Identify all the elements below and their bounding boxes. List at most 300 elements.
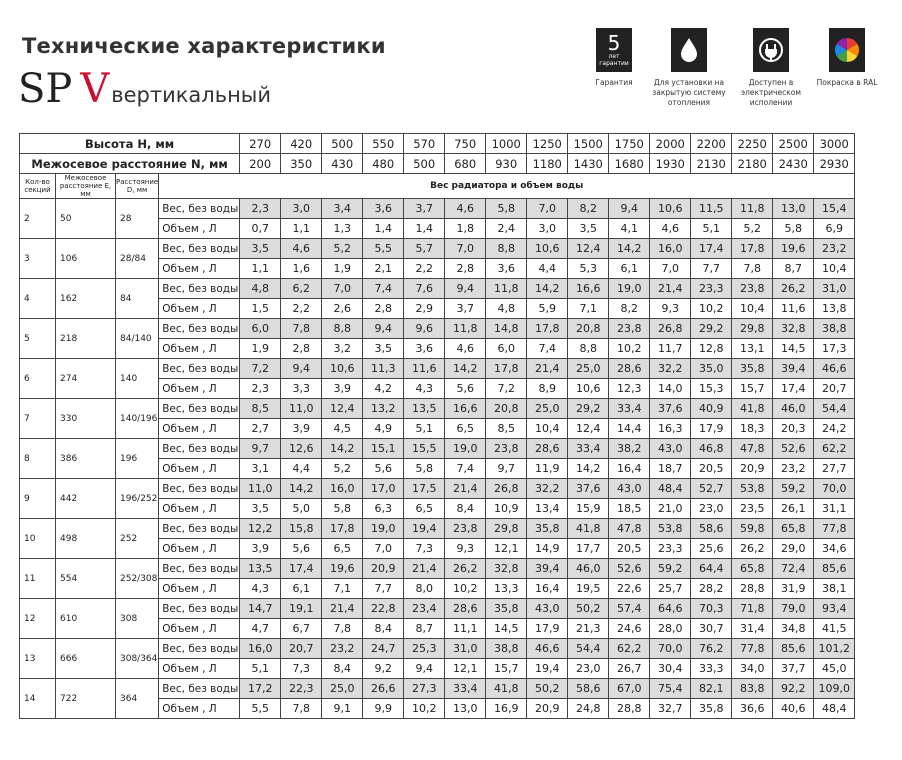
weight-cell: 46,6	[527, 639, 568, 659]
weight-cell: 13,2	[363, 399, 404, 419]
e-cell: 386	[56, 439, 116, 479]
volume-cell: 16,4	[609, 459, 650, 479]
volume-cell: 3,5	[240, 499, 281, 519]
volume-cell: 10,4	[527, 419, 568, 439]
weight-cell: 37,6	[568, 479, 609, 499]
weight-cell: 9,7	[240, 439, 281, 459]
weight-cell: 5,8	[486, 199, 527, 219]
color-wheel-icon	[829, 28, 865, 72]
volume-cell: 5,6	[281, 539, 322, 559]
weight-cell: 8,2	[568, 199, 609, 219]
d-cell: 252	[116, 519, 159, 559]
weight-cell: 21,4	[404, 559, 445, 579]
weight-cell: 39,4	[527, 559, 568, 579]
weight-cell: 38,8	[814, 319, 855, 339]
weight-cell: 6,0	[240, 319, 281, 339]
axis-value: 480	[363, 154, 404, 174]
weight-cell: 12,6	[281, 439, 322, 459]
weight-cell: 26,8	[650, 319, 691, 339]
weight-label: Вес, без воды	[159, 239, 240, 259]
weight-cell: 85,6	[773, 639, 814, 659]
d-cell: 308	[116, 599, 159, 639]
weight-cell: 59,2	[773, 479, 814, 499]
weight-cell: 14,8	[486, 319, 527, 339]
volume-cell: 26,1	[773, 499, 814, 519]
weight-cell: 6,2	[281, 279, 322, 299]
volume-cell: 26,7	[609, 659, 650, 679]
weight-cell: 14,7	[240, 599, 281, 619]
col-d-header: Расстояние D, мм	[116, 174, 159, 199]
volume-cell: 1,1	[240, 259, 281, 279]
weight-cell: 17,5	[404, 479, 445, 499]
d-cell: 140/196	[116, 399, 159, 439]
weight-cell: 19,6	[773, 239, 814, 259]
weight-cell: 59,2	[650, 559, 691, 579]
volume-cell: 9,3	[650, 299, 691, 319]
e-cell: 274	[56, 359, 116, 399]
weight-cell: 9,6	[404, 319, 445, 339]
volume-cell: 17,3	[814, 339, 855, 359]
weight-cell: 17,8	[732, 239, 773, 259]
sections-cell: 7	[20, 399, 56, 439]
volume-cell: 2,3	[240, 379, 281, 399]
volume-cell: 2,8	[445, 259, 486, 279]
weight-cell: 7,0	[445, 239, 486, 259]
feature-caption: Для установки на закрытую систему отопления	[652, 78, 726, 107]
e-cell: 666	[56, 639, 116, 679]
volume-cell: 1,5	[240, 299, 281, 319]
volume-cell: 5,8	[404, 459, 445, 479]
weight-cell: 62,2	[814, 439, 855, 459]
table-row	[20, 599, 855, 619]
volume-cell: 15,9	[568, 499, 609, 519]
volume-cell: 20,9	[527, 699, 568, 719]
volume-cell: 7,3	[404, 539, 445, 559]
col-sections-header: Кол-во секций	[20, 174, 56, 199]
weight-cell: 10,6	[527, 239, 568, 259]
weight-cell: 57,4	[609, 599, 650, 619]
sections-cell: 2	[20, 199, 56, 239]
weight-cell: 26,2	[445, 559, 486, 579]
weight-cell: 29,2	[691, 319, 732, 339]
weight-cell: 27,3	[404, 679, 445, 699]
sections-cell: 4	[20, 279, 56, 319]
d-cell: 196/252	[116, 479, 159, 519]
volume-cell: 13,1	[732, 339, 773, 359]
volume-cell: 6,5	[404, 499, 445, 519]
volume-cell: 6,1	[609, 259, 650, 279]
volume-cell: 18,7	[650, 459, 691, 479]
weight-cell: 16,0	[240, 639, 281, 659]
volume-cell: 28,0	[650, 619, 691, 639]
weight-cell: 101,2	[814, 639, 855, 659]
volume-cell: 4,3	[404, 379, 445, 399]
volume-cell: 1,6	[281, 259, 322, 279]
volume-cell: 34,6	[814, 539, 855, 559]
weight-cell: 52,6	[609, 559, 650, 579]
volume-cell: 17,4	[773, 379, 814, 399]
volume-cell: 6,9	[814, 219, 855, 239]
volume-cell: 5,1	[691, 219, 732, 239]
volume-cell: 28,8	[609, 699, 650, 719]
weight-cell: 10,6	[650, 199, 691, 219]
weight-cell: 32,8	[486, 559, 527, 579]
weight-cell: 25,3	[404, 639, 445, 659]
volume-cell: 23,0	[691, 499, 732, 519]
weight-cell: 47,8	[609, 519, 650, 539]
volume-cell: 14,9	[527, 539, 568, 559]
weight-cell: 72,4	[773, 559, 814, 579]
weight-cell: 8,8	[322, 319, 363, 339]
feature-warranty	[575, 28, 653, 88]
d-cell: 28/84	[116, 239, 159, 279]
volume-cell: 33,3	[691, 659, 732, 679]
e-cell: 498	[56, 519, 116, 559]
weight-cell: 92,2	[773, 679, 814, 699]
weight-cell: 11,3	[363, 359, 404, 379]
electric-plug-icon	[753, 28, 789, 72]
weight-cell: 23,3	[691, 279, 732, 299]
table-row	[20, 439, 855, 459]
page-title: Технические характеристики	[22, 34, 386, 58]
volume-cell: 3,6	[486, 259, 527, 279]
volume-cell: 21,3	[568, 619, 609, 639]
weight-cell: 17,4	[691, 239, 732, 259]
weight-cell: 3,5	[240, 239, 281, 259]
weight-cell: 20,8	[568, 319, 609, 339]
weight-cell: 14,2	[322, 439, 363, 459]
weight-cell: 35,8	[486, 599, 527, 619]
weight-cell: 25,0	[568, 359, 609, 379]
sections-cell: 6	[20, 359, 56, 399]
weight-cell: 85,6	[814, 559, 855, 579]
weight-cell: 26,8	[486, 479, 527, 499]
weight-cell: 15,8	[281, 519, 322, 539]
volume-cell: 10,4	[732, 299, 773, 319]
table-row	[20, 319, 855, 339]
weight-cell: 46,0	[568, 559, 609, 579]
volume-cell: 8,4	[322, 659, 363, 679]
sections-cell: 8	[20, 439, 56, 479]
volume-cell: 22,6	[609, 579, 650, 599]
weight-cell: 83,8	[732, 679, 773, 699]
brand-sp: SP	[18, 66, 73, 112]
volume-cell: 16,4	[527, 579, 568, 599]
volume-cell: 20,7	[814, 379, 855, 399]
axis-value: 1930	[650, 154, 691, 174]
weight-label: Вес, без воды	[159, 279, 240, 299]
height-label: Высота H, мм	[20, 134, 240, 154]
volume-label: Объем , Л	[159, 499, 240, 519]
volume-label: Объем , Л	[159, 419, 240, 439]
weight-cell: 12,4	[322, 399, 363, 419]
weight-cell: 16,0	[650, 239, 691, 259]
volume-label: Объем , Л	[159, 699, 240, 719]
volume-cell: 10,2	[609, 339, 650, 359]
warranty-icon: 5 лет гарантии	[596, 28, 632, 72]
weight-cell: 16,6	[445, 399, 486, 419]
volume-cell: 1,4	[363, 219, 404, 239]
height-value: 750	[445, 134, 486, 154]
height-value: 550	[363, 134, 404, 154]
height-value: 2250	[732, 134, 773, 154]
axis-value: 930	[486, 154, 527, 174]
volume-cell: 28,8	[732, 579, 773, 599]
weight-cell: 33,4	[568, 439, 609, 459]
d-cell: 196	[116, 439, 159, 479]
table-row	[20, 399, 855, 419]
weight-cell: 14,2	[527, 279, 568, 299]
weight-cell: 19,6	[322, 559, 363, 579]
weight-cell: 76,2	[691, 639, 732, 659]
weight-cell: 11,6	[404, 359, 445, 379]
volume-cell: 2,1	[363, 259, 404, 279]
height-value: 420	[281, 134, 322, 154]
volume-label: Объем , Л	[159, 379, 240, 399]
weight-cell: 50,2	[568, 599, 609, 619]
volume-cell: 1,9	[240, 339, 281, 359]
weight-cell: 38,2	[609, 439, 650, 459]
weight-cell: 16,0	[322, 479, 363, 499]
volume-cell: 25,6	[691, 539, 732, 559]
volume-cell: 7,1	[322, 579, 363, 599]
volume-cell: 7,8	[732, 259, 773, 279]
volume-cell: 13,3	[486, 579, 527, 599]
volume-cell: 6,1	[281, 579, 322, 599]
d-cell: 140	[116, 359, 159, 399]
weight-cell: 20,9	[363, 559, 404, 579]
weight-cell: 13,5	[404, 399, 445, 419]
weight-cell: 39,4	[773, 359, 814, 379]
volume-cell: 16,3	[650, 419, 691, 439]
volume-cell: 23,2	[773, 459, 814, 479]
weight-cell: 7,0	[322, 279, 363, 299]
volume-cell: 16,9	[486, 699, 527, 719]
volume-cell: 48,4	[814, 699, 855, 719]
column-header-row	[20, 174, 855, 199]
d-cell: 84	[116, 279, 159, 319]
e-cell: 50	[56, 199, 116, 239]
weight-cell: 3,4	[322, 199, 363, 219]
volume-cell: 12,4	[568, 419, 609, 439]
volume-cell: 2,9	[404, 299, 445, 319]
volume-cell: 3,7	[445, 299, 486, 319]
weight-cell: 23,2	[322, 639, 363, 659]
volume-label: Объем , Л	[159, 219, 240, 239]
axis-value: 2130	[691, 154, 732, 174]
axis-value: 1180	[527, 154, 568, 174]
weight-cell: 23,8	[445, 519, 486, 539]
weight-cell: 15,5	[404, 439, 445, 459]
weight-cell: 32,2	[527, 479, 568, 499]
weight-cell: 31,0	[445, 639, 486, 659]
feature-ral	[808, 28, 886, 88]
weight-cell: 14,2	[609, 239, 650, 259]
volume-cell: 4,8	[486, 299, 527, 319]
volume-cell: 23,0	[568, 659, 609, 679]
weight-cell: 93,4	[814, 599, 855, 619]
water-drop-icon	[671, 28, 707, 72]
feature-caption: Доступен в электрическом исполении	[740, 78, 801, 107]
volume-cell: 10,4	[814, 259, 855, 279]
height-value: 2200	[691, 134, 732, 154]
volume-cell: 21,0	[650, 499, 691, 519]
volume-label: Объем , Л	[159, 619, 240, 639]
weight-cell: 59,8	[732, 519, 773, 539]
axis-value: 2180	[732, 154, 773, 174]
table-row	[20, 199, 855, 219]
volume-cell: 18,5	[609, 499, 650, 519]
volume-cell: 13,4	[527, 499, 568, 519]
weight-cell: 64,6	[650, 599, 691, 619]
weight-cell: 16,6	[568, 279, 609, 299]
volume-cell: 14,5	[773, 339, 814, 359]
volume-cell: 7,1	[568, 299, 609, 319]
weight-cell: 8,5	[240, 399, 281, 419]
d-cell: 28	[116, 199, 159, 239]
weight-cell: 50,2	[527, 679, 568, 699]
sections-cell: 14	[20, 679, 56, 719]
weight-label: Вес, без воды	[159, 359, 240, 379]
volume-label: Объем , Л	[159, 539, 240, 559]
weight-cell: 28,6	[527, 439, 568, 459]
volume-cell: 4,6	[650, 219, 691, 239]
weight-cell: 75,4	[650, 679, 691, 699]
volume-cell: 31,9	[773, 579, 814, 599]
weight-label: Вес, без воды	[159, 639, 240, 659]
sections-cell: 9	[20, 479, 56, 519]
volume-cell: 9,4	[404, 659, 445, 679]
volume-cell: 10,6	[568, 379, 609, 399]
volume-cell: 9,7	[486, 459, 527, 479]
weight-label: Вес, без воды	[159, 479, 240, 499]
weight-cell: 23,8	[486, 439, 527, 459]
weight-cell: 10,6	[322, 359, 363, 379]
height-value: 1250	[527, 134, 568, 154]
table-row	[20, 279, 855, 299]
volume-cell: 6,5	[445, 419, 486, 439]
weight-cell: 19,1	[281, 599, 322, 619]
volume-cell: 27,7	[814, 459, 855, 479]
height-value: 1750	[609, 134, 650, 154]
weight-cell: 13,5	[240, 559, 281, 579]
volume-cell: 2,8	[281, 339, 322, 359]
weight-cell: 52,6	[773, 439, 814, 459]
axis-value: 2930	[814, 154, 855, 174]
weight-cell: 11,0	[281, 399, 322, 419]
weight-cell: 17,8	[486, 359, 527, 379]
volume-cell: 9,2	[363, 659, 404, 679]
weight-cell: 46,6	[814, 359, 855, 379]
sections-cell: 13	[20, 639, 56, 679]
volume-cell: 14,5	[486, 619, 527, 639]
volume-cell: 8,2	[609, 299, 650, 319]
volume-cell: 4,2	[363, 379, 404, 399]
volume-cell: 36,6	[732, 699, 773, 719]
weight-cell: 11,0	[240, 479, 281, 499]
weight-cell: 14,2	[281, 479, 322, 499]
weight-cell: 5,2	[322, 239, 363, 259]
weight-cell: 4,8	[240, 279, 281, 299]
weight-cell: 109,0	[814, 679, 855, 699]
weight-cell: 17,8	[527, 319, 568, 339]
height-value: 1000	[486, 134, 527, 154]
volume-cell: 7,2	[486, 379, 527, 399]
volume-cell: 7,4	[445, 459, 486, 479]
weight-cell: 58,6	[568, 679, 609, 699]
weight-cell: 77,8	[814, 519, 855, 539]
volume-cell: 5,6	[445, 379, 486, 399]
weight-cell: 20,8	[486, 399, 527, 419]
volume-cell: 20,9	[732, 459, 773, 479]
volume-cell: 20,3	[773, 419, 814, 439]
weight-cell: 32,2	[650, 359, 691, 379]
volume-cell: 1,8	[445, 219, 486, 239]
d-cell: 252/308	[116, 559, 159, 599]
weight-label: Вес, без воды	[159, 519, 240, 539]
weight-cell: 48,4	[650, 479, 691, 499]
table-row	[20, 559, 855, 579]
weight-cell: 11,8	[732, 199, 773, 219]
volume-cell: 12,8	[691, 339, 732, 359]
volume-cell: 8,0	[404, 579, 445, 599]
volume-cell: 5,2	[322, 459, 363, 479]
weight-cell: 7,2	[240, 359, 281, 379]
volume-cell: 3,5	[363, 339, 404, 359]
weight-cell: 41,8	[732, 399, 773, 419]
height-value: 2500	[773, 134, 814, 154]
volume-cell: 12,1	[486, 539, 527, 559]
height-value: 500	[322, 134, 363, 154]
height-value: 1500	[568, 134, 609, 154]
brand-v: V	[80, 66, 110, 112]
volume-cell: 17,9	[527, 619, 568, 639]
volume-cell: 12,3	[609, 379, 650, 399]
weight-label: Вес, без воды	[159, 599, 240, 619]
weight-cell: 70,0	[650, 639, 691, 659]
sections-cell: 5	[20, 319, 56, 359]
sections-cell: 12	[20, 599, 56, 639]
axis-value: 1430	[568, 154, 609, 174]
weight-cell: 54,4	[568, 639, 609, 659]
volume-cell: 8,5	[486, 419, 527, 439]
e-cell: 330	[56, 399, 116, 439]
weight-cell: 23,4	[404, 599, 445, 619]
volume-cell: 5,8	[773, 219, 814, 239]
volume-cell: 5,5	[240, 699, 281, 719]
volume-cell: 11,1	[445, 619, 486, 639]
volume-cell: 40,6	[773, 699, 814, 719]
volume-cell: 35,8	[691, 699, 732, 719]
weight-cell: 65,8	[732, 559, 773, 579]
weight-cell: 53,8	[650, 519, 691, 539]
volume-cell: 6,3	[363, 499, 404, 519]
volume-cell: 5,9	[527, 299, 568, 319]
weight-cell: 21,4	[650, 279, 691, 299]
volume-cell: 4,7	[240, 619, 281, 639]
weight-cell: 35,8	[732, 359, 773, 379]
weight-cell: 35,0	[691, 359, 732, 379]
volume-cell: 3,9	[322, 379, 363, 399]
volume-cell: 8,9	[527, 379, 568, 399]
weight-cell: 19,0	[445, 439, 486, 459]
volume-label: Объем , Л	[159, 339, 240, 359]
sections-cell: 10	[20, 519, 56, 559]
weight-cell: 24,7	[363, 639, 404, 659]
volume-cell: 24,2	[814, 419, 855, 439]
weight-cell: 19,4	[404, 519, 445, 539]
weight-cell: 29,8	[486, 519, 527, 539]
